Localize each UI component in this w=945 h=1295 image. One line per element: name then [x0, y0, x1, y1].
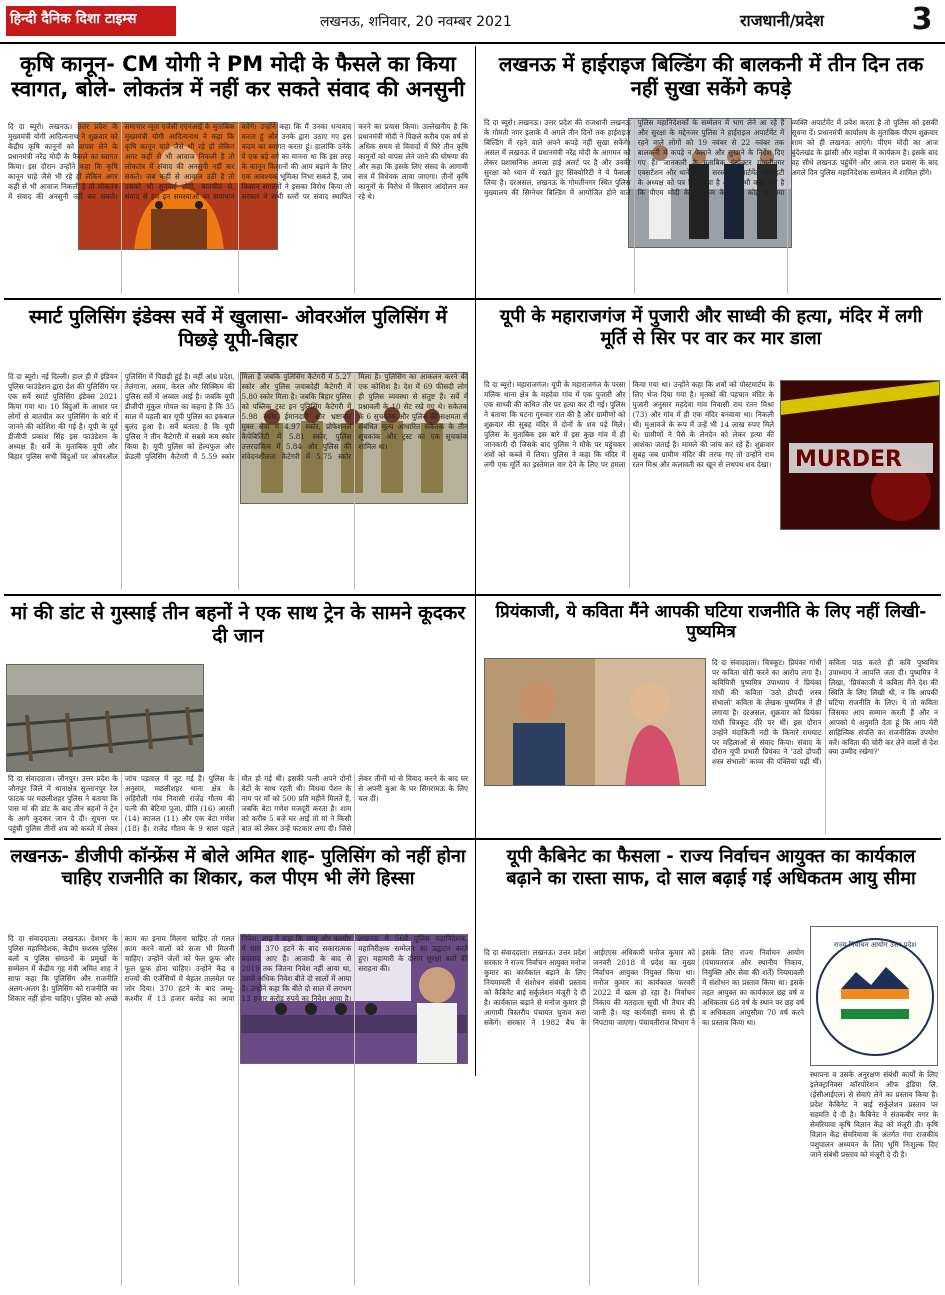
- article-body: दि दा संवाददाता। जौनपुर। उत्तर प्रदेश के जौनपुर जिले में थानाक्षेत्र सुल्तानपुर रेल फाटक पर मछलीशहर पुलिस ने बताया कि पास मां की डांट के बाद तीन बहनों ने ट्रेन के आगे कूदकर जान दे दी। सूचना पर पहुंची पुलिस तीनों शव को कब्जे में लेकर जांच पड़ताल में जुट गई है। पुलिस के अनुसार, मछलीशहर थाना क्षेत्र के अहिरौली गांव निवासी राजेंद्र गौतम की पत्नी की बेटियां पूजा, प्रीति (16) आरती (14) काजल (11) और एक बेटा गणेश (18) है। राजेंद्र गौतम के 9 साल पहले मौत हो गई थी। इसकी पत्नी अपने दोनों बेटों के साथ रहती थी। विधवा पेंशन के नाम पर माँ को 500 प्रति महीने मिलते हैं, जबकि बेटा गणेश मजदूरी करता है। शाम को करीब 5 बजे घर आई तो मां ने किसी बात को लेकर उन्हें फटकार लगा दी। जिसे लेकर तीनों मां से विवाद करने के बाद घर से अपनी बुआ के घर सिंगरामऊ के लिए चल दीं।: [8, 774, 468, 833]
- election-commission-logo: [810, 926, 938, 1066]
- article-body: दि दा ब्यूरो। लखनऊ। उत्तर प्रदेश की राजधानी लखनऊ के गोमती नगर इलाके में अगले तीन दिनों तक हाईराइज बिल्डिंग में रहने वाले अपने कपड़े नहीं सुखा सकेंगे। असल में लखनऊ में प्रधानमंत्री नरेंद्र मोदी के आगमन को लेकर प्रशासनिक अमला हाई अलर्ट पर है और उनकी सुरक्षा को ध्यान में रखते हुए सिक्योरिटी ने ये फैसला लिया है। दरअसल, लखनऊ के गोमतीनगर स्थित पुलिस मुख्यालय की सिग्नेचर बिल्डिंग में आयोजित होने वाले पुलिस महानिदेशकों के सम्मेलन में भाग लेने आ रहे हैं और सुरक्षा के मद्देनजर पुलिस ने हाईराइज अपार्टमेंट में रहने वाले लोगों को 19 नवंबर से 22 नवंबर तक बालकनी में कपड़े न फैलाने और सुखाने के निर्देश दिए गए हैं। जानकारी के मुताबिक इंस्पेक्टर गोमतीनगर एक्सटेंशन और थाने से सटे सरस्वती अपार्टमेंट सोसाइटी के अध्यक्ष को पत्र दिया गया है और ये भी कहा गया है कि पीएम मोदी के कार्यक्रम के दौरान कोई भी नया व्यक्ति अपार्टमेंट में प्रवेश करता है तो पुलिस को इसकी सूचना दें। प्रधानमंत्री कार्यालय के मुताबिक पीएम शुक्रवार शाम को ही लखनऊ आएंगे। पीएम मोदी का आज बुंदेलखंड के झांसी और महोबा में कार्यक्रम है। इसके बाद वह सीधे लखनऊ पहुंचेंगे और आज रात प्रवास के बाद अगले दिन पुलिस महानिदेशक सम्मेलन में शामिल होंगे।: [484, 118, 938, 197]
- logo-caption: राज्य निर्वाचन आयोग उत्तर प्रदेश: [833, 941, 917, 949]
- article-smart-policing: [4, 302, 472, 592]
- divider: [475, 46, 476, 1076]
- article-body: दि दा संवाददाता। चित्रकूट। प्रियंका गांधी पर कविता चोरी करने का आरोप लगा है। कवियित्री पुष्यमित्र उपाध्याय ने प्रियंका गांधी की कविता 'उठो द्रौपदी शस्त्र संभालो' कविता के लेखक पुष्यमित्र ने ही लगाया है। दरअसल, शुक्रवार को प्रियंका गांधी चित्रकूट दौरे पर थीं। इस दौरान उन्होंने मंदाकिनी नदी के किनारे रामघाट पर महिलाओं से संवाद किया। संवाद के दौरान यूपी प्रभारी प्रियंका ने 'उठो द्रौपदी शस्त्र संभालो' काव्य की पंक्तियां पढ़ीं थीं। कविता पाठ करते ही कवि पुष्यमित्र उपाध्याय ने आपत्ति जता दी। पुष्यमित्र ने लिखा, 'प्रियंकाजी ये कविता मैंने देश की स्थिति के लिए लिखी थी, न कि आपकी घटिया राजनीति के लिए। ये तो कविता जिसका आप सम्मान करती हैं और न आपको ये अनुमति देता हूं कि आप मेरी साहित्यिक संपत्ति का राजनीतिक उपयोग करें। कविता की चोरी कर लेने वालों से देश क्या उम्मीद रखेगा?': [712, 658, 938, 767]
- article-sisters: [4, 598, 472, 836]
- headline: स्मार्ट पुलिसिंग इंडेक्स सर्वे में खुलासा- ओवरऑल पुलिसिंग में पिछड़े यूपी-बिहार: [28, 306, 448, 351]
- dateline: लखनऊ, शनिवार, 20 नवम्बर 2021: [320, 14, 512, 30]
- article-yogi: [4, 48, 472, 296]
- article-body: दि दा ब्यूरो। महाराजगंज। यूपी के महाराजगंज के परसा मलिक थाना क्षेत्र के महदेवा गांव में एक पुजारी और एक साध्वी की कथित तौर पर हत्या कर दी गई। पुलिस ने बताया कि घटना गुरुवार रात की है और ग्रामीणों को शुक्रवार की सुबह मंदिर में दोनों के शव पड़े मिले। पुलिस के मुताबिक इस बारे में इस कुछ गांव में ही जानकारी दी जिसके बाद पुलिस ने मौके पर पहुंचकर शवों को कब्जे में लिया। पुलिस ने कहा कि मंदिर में लगी एक मूर्ति का इस्तेमाल वार देने के लिए पर हमला किया गया था। उन्होंने कहा कि शवों को पोस्टमार्टम के लिए भेज दिया गया है। मृतकों की पहचान मंदिर के पुजारी अनुसार महदेवा गांव निवासी राम रतन मिश्रा (73) और गांव में ही एक मंदिर बनवाया था। निकली थी। मुआवजे के रूप में उन्हें भी 14 लाख रुपए मिले थे। ग्रामीणों ने पैसे के लेनदेन को लेकर हत्या की आशंका जताई है। मामले की जांच कर रहे हैं। शुक्रवार सुबह जब ग्रामीण मंदिर की तरफ गए तो उन्होंने राम रतन मिश्र और कलावती का खून से लथपथ शव देखा।: [484, 380, 774, 469]
- section-name: राजधानी/प्रदेश: [740, 11, 824, 30]
- murder-photo: [780, 380, 940, 530]
- railway-photo: [6, 664, 204, 772]
- article-priyanka: [480, 598, 942, 836]
- masthead: [0, 0, 945, 44]
- headline: मां की डांट से गुस्साई तीन बहनों ने एक साथ ट्रेन के सामने कूदकर दी जान: [10, 602, 466, 647]
- headline: कृषि कानून- CM योगी ने PM मोदी के फैसले का किया स्वागत, बोले- लोकतंत्र में नहीं कर सकते संवाद की अनसुनी: [11, 52, 465, 102]
- headline: लखनऊ में हाईराइज बिल्डिंग की बालकनी में तीन दिन तक नहीं सुखा सकेंगे कपड़े: [498, 52, 924, 100]
- article-body: दि दा संवाददाता। लखनऊ। उत्तर प्रदेश सरकार ने राज्य निर्वाचन आयुक्त मनोज कुमार का कार्यकाल बढ़ाने के लिए नियमावली में संशोधन संबंधी प्रस्ताव को कैबिनेट बाई सर्कुलेशन मंजूरी दे दी है। कार्यकाल बढ़ाने से मनोज कुमार ही आगामी त्रिस्तरीय पंचायत चुनाव करा सकेंगे। सरकार ने 1982 बैच के आईएएस अधिकारी मनोज कुमार को जनवरी 2018 में प्रदेश का मुख्य निर्वाचन आयुक्त नियुक्त किया था। मनोज कुमार का कार्यकाल फरवरी 2022 में खत्म हो रहा है। निर्वाचन निकाय की मतदाता सूची भी तैयार की जानी है। यह कार्यवाही समय से ही निपटाया जाएगा। पंचायतीराज विभाग ने इसके लिए राज्य निर्वाचन आयोग (पंचायतराज और स्थानीय निकाय, नियुक्ति और सेवा की शर्तें) नियमावली में संशोधन का प्रस्ताव किया था। इसके तहत आयुक्त का कार्यकाल छह वर्ष व अधिकतम 68 वर्ष के स्थान पर छह वर्ष व अधिकतम आयुसीमा 70 वर्ष करने का प्रस्ताव किया था।: [484, 948, 804, 1027]
- article-amit-shah: [4, 842, 472, 1292]
- headline: लखनऊ- डीजीपी कॉन्फ्रेंस में बोले अमित शाह- पुलिसिंग को नहीं होना चाहिए राजनीति का शिकार, कल पीएम भी लेंगे हिस्सा: [10, 846, 466, 889]
- divider: [4, 298, 941, 300]
- page-number: 3: [911, 2, 933, 37]
- headline: यूपी के महाराजगंज में पुजारी और साध्वी की हत्या, मंदिर में लगी मूर्ति से सिर पर वार कर मार डाला: [499, 306, 923, 349]
- headline: प्रियंकाजी, ये कविता मैंने आपकी घटिया राजनीति के लिए नहीं लिखी- पुष्यमित्र: [495, 602, 927, 643]
- article-side-body: स्थापना व उसके अनुरक्षण संबंधी कार्यों के लिए इलेक्ट्रानिक्स कॉरपोरेशन ऑफ इंडिया लि. (ईसीआईएल) से सेवाएं लेने का प्रस्ताव किया है। प्रदेश कैबिनेट ने बाई सर्कुलेशन प्रस्ताव पर सहमति दे दी है। कैबिनेट ने संतकबीर नगर के सेमरियावा कृषि विज्ञान केंद्र को मंजूरी दी। कृषि विज्ञान केंद्र सेमरियावा के अंतर्गत गंगा राजकीय पशुपालन अध्ययन के लिए भूमि निःशुल्क दिए जाने संबंधी प्रस्ताव को मंजूरी दे दी है।: [810, 1070, 938, 1159]
- article-cabinet: [480, 842, 942, 1292]
- murder-text: MURDER: [795, 447, 902, 472]
- article-maharajganj: [480, 302, 942, 592]
- photo-illustration: [7, 665, 204, 772]
- article-body: दि दा ब्यूरो। नई दिल्ली। हाल ही में इंडियन पुलिस फाउंडेशन द्वारा देश की पुलिसिंग पर एक सर्वे स्मार्ट पुलिसिंग इंडेक्स 2021 किया गया था। 10 बिंदुओं के आधार पर लोगों से बातचीत कर पुलिसिंग के बारे में जानने की कोशिश की गई है। यूपी के पूर्व डीजीपी प्रकाश सिंह इस फाउंडेशन के अध्यक्ष हैं। सर्वे के मुताबिक यूपी और बिहार पुलिस सभी बिंदुओं पर ओवरऑल पुलिसिंग में पिछड़ी हुई है। वहीं आंध्र प्रदेश, तेलंगाना, असम, केरल और सिक्किम की पुलिस सर्वे में अव्वल आई है। जबकि यूपी डीजीपी मुकुल गोयल का कहना है कि 35 साल में पहली बार यूपी पुलिस का इकबाल बुलंद हुआ है। सर्वे बताता है कि यूपी पुलिस ने तीन कैटेगरी में सबसे कम स्कोर किया है। यूपी पुलिस को हेल्पफुल और फ्रेंडली पुलिसिंग कैटेगरी में 5.59 स्कोर मिला है जबकि पुलिसिंग कैटेगरी में 5.27 स्कोर और पुलिस जवाबदेही कैटेगरी में 5.80 स्कोर मिला है। जबकि बिहार पुलिस को पब्लिक ट्रस्ट इन पुलिसिंग कैटेगरी में 5.98 स्कोर, ईमानदारी और भ्रष्टाचार मुक्त सेवा में 4.97 स्कोर, प्रोफेशनल कैपेबिलिटी में 5.81 स्कोर, पुलिस उत्तरदायित्व में 5.84 और पुलिस की संवेदनशीलता कैटेगरी में 5.75 स्कोर मिला है। पुलिसिंग का आकलन करने की एक कोशिश है। देश में 69 फीसदी लोग ही पुलिस व्यवस्था से संतुष्ट हैं। सर्वे में प्रश्नावली के 10 सेट रखे गए थे। सकेतक के 6 सुचकांक और पुलिस की सक्षमता से संबंधित मूल्य आधारित सकेतक के तीन सूचकांक और ट्रस्ट का एक सूचकांक शामिल था।: [8, 372, 468, 461]
- article-body: दि दा संवाददाता। लखनऊ। देशभर के पुलिस महानिदेशक, केंद्रीय सशस्त्र पुलिस बलों व पुलिस संगठनों के प्रमुखों के सम्मेलन में केंद्रीय गृह मंत्री अमित शाह ने साफ कहा कि पुलिसिंग और राजनीति अलग-अलग है। पुलिसिंग को राजनीति का शिकार नहीं होना चाहिए। पुलिस को अच्छे काम का इनाम मिलना चाहिए तो गलत काम करने वालों को सजा भी मिलनी चाहिए। उन्होंने जेलों को फेल फ्रूफ और फूल फ्रूफ होना चाहिए। उन्होंने केंद्र व राज्यों की एजेंसियों में बेहतर तालमेल पर जोर दिया। 370 हटने के बाद जम्मू-कश्मीर में 13 हजार करोड़ का आया निवेश। शाह ने कहा कि जम्मू और कश्मीर में धारा 370 हटने के बाद सकारात्मक बदलाव आए हैं। आजादी के बाद से 2019 तक जितना निवेश नहीं आया था, उससे अधिक निवेश बीते दो सालों में आया है। उन्होंने कहा कि बीते दो साल में लगभग 13 हजार करोड़ रुपये का निवेश आया है। लखनऊ में 56वें पुलिस महानिदेशक, महानिरीक्षक सम्मेलन का उद्घाटन करते हुए। महामारी के दौरान सुरक्षा बलों की सराहना की।: [8, 934, 468, 1003]
- article-body: दि दा ब्यूरो। लखनऊ। उत्तर प्रदेश के मुख्यमंत्री योगी आदित्यनाथ ने शुक्रवार को केंद्रीय कृषि कानूनों को वापस लेने के प्रधानमंत्री नरेंद्र मोदी के फैसले का स्वागत किया। इस दौरान उन्होंने कहा कि कृषि कानून चाहे जैसे भी रहे हों लेकिन अगर कहीं से भी आवाज निकली है तो लोकतंत्र में संवाद की अनसुनी नहीं कर सकते। समाचार न्यूज एजेंसी एएनआई के मुताबिक मुख्यमंत्री योगी आदित्यनाथ ने कहा कि कृषि कानून चाहे जैसे भी रहे हों लेकिन अगर कहीं से भी आवाज निकली है तो लोकतंत्र में संवाद की अनसुनी नहीं कर सकते। जब कहीं से आवाज उठी है तो उसको भी सुनवाई होगी, बातचीत से, संवाद से हम इन समस्याओं का समाधान करेंगे। उन्होंने कहा कि मैं उनका धन्यवाद करता हूं और उनके द्वारा उठाए गए इस कदम का स्वागत करता हूं। हालांकि उनेके ये एक बड़े वर्ग का मानना था कि इस तरह के कानून किसानों की आय बढ़ाने के लिए एक आवश्यक भूमिका निभा सकते हैं, जब किसान संगठनों ने इसका विरोध किया तो सरकार ने सभी स्तरों पर संवाद स्थापित करने का प्रयास किया। उल्लेखनीय है कि प्रधानमंत्री मोदी ने पिछले करीब एक वर्ष से अधिक समय से विवादों में घिरे तीन कृषि कानूनों को वापस लेने जाने की घोषणा की और कहा कि इसके लिए संसद के आगामी सत्र में विधेयक लाया जाएगा। तीनों कृषि कानूनों के विरोध में किसान आंदोलन कर रहे थे।: [8, 122, 468, 201]
- divider: [4, 838, 941, 840]
- article-highrise: [480, 48, 942, 296]
- photo-illustration: [485, 659, 706, 786]
- divider: [4, 594, 941, 596]
- priyanka-photo: [484, 658, 706, 786]
- headline: यूपी कैबिनेट का फैसला - राज्य निर्वाचन आयुक्त का कार्यकाल बढ़ाने का रास्ता साफ, दो साल बढ़ाई गई अधिकतम आयु सीमा: [506, 846, 916, 889]
- paper-name: हिन्दी दैनिक दिशा टाइम्स: [10, 11, 137, 27]
